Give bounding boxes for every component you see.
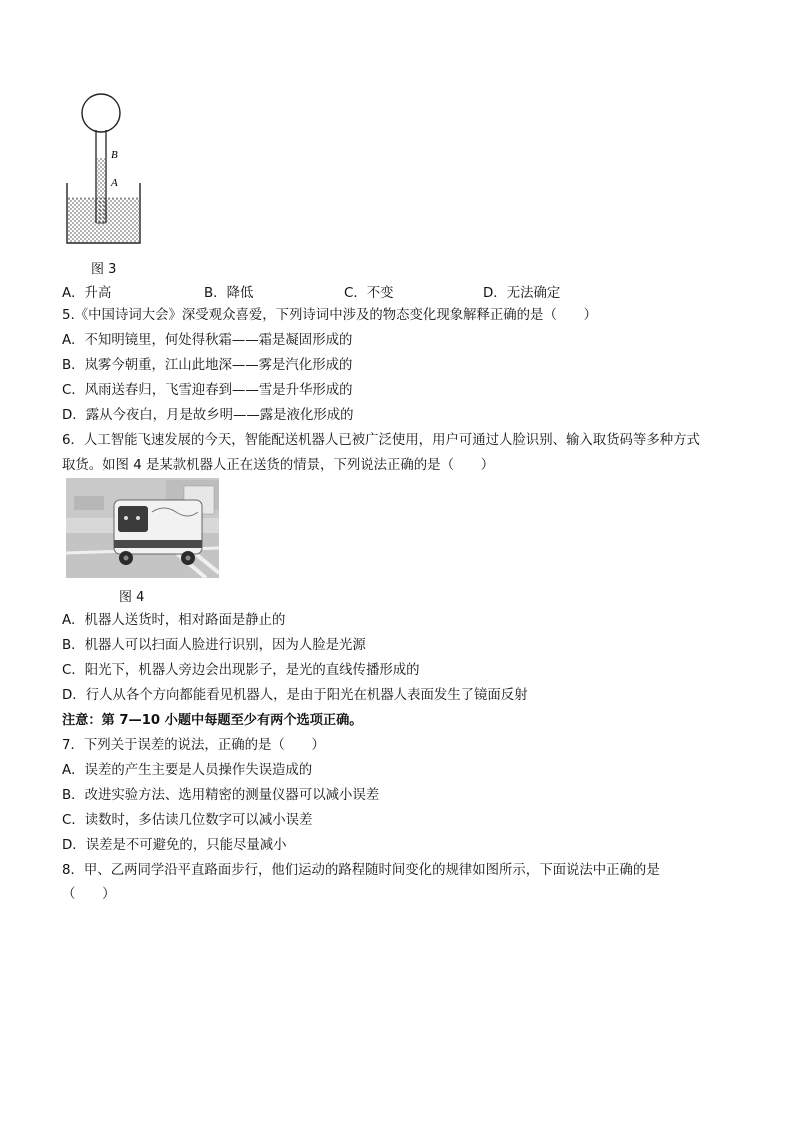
q7-option-c: C．读数时，多估读几位数字可以减小误差	[62, 813, 313, 828]
q6-stem-line2: 取货。如图 4 是某款机器人正在送货的情景，下列说法正确的是（ ）	[62, 458, 495, 473]
q8-stem-line1: 8．甲、乙两同学沿平直路面步行，他们运动的路程随时间变化的规律如图所示，下面说法中正确的是	[62, 863, 660, 878]
q6-option-a: A．机器人送货时，相对路面是静止的	[62, 613, 286, 628]
q5-option-a: A．不知明镜里，何处得秋霜——霜是凝固形成的	[62, 333, 353, 348]
q4-option-a: A．升高	[62, 286, 112, 301]
q7-option-d: D．误差是不可避免的，只能尽量减小	[62, 838, 287, 853]
q4-option-c: C．不变	[344, 286, 394, 301]
q5-option-c: C．风雨送春归，飞雪迎春到——雪是升华形成的	[62, 383, 353, 398]
figure-4-caption: 图 4	[119, 590, 145, 605]
q7-option-b: B．改进实验方法、选用精密的测量仪器可以减小误差	[62, 788, 380, 803]
q4-option-b: B．降低	[204, 286, 254, 301]
q8-stem-line2: （ ）	[62, 887, 116, 902]
q4-option-d: D．无法确定	[483, 286, 561, 301]
q6-option-d: D．行人从各个方向都能看见机器人，是由于阳光在机器人表面发生了镜面反射	[62, 688, 528, 703]
q5-option-d: D．露从今夜白，月是故乡明——露是液化形成的	[62, 408, 354, 423]
q5-option-b: B．岚雾今朝重，江山此地深——雾是汽化形成的	[62, 358, 353, 373]
q5-stem: 5.《中国诗词大会》深受观众喜爱，下列诗词中涉及的物态变化现象解释正确的是（ ）	[62, 308, 598, 323]
multi-answer-note: 注意：第 7—10 小题中每题至少有两个选项正确。	[62, 713, 363, 728]
figure-3-caption: 图 3	[91, 262, 117, 277]
q7-stem: 7．下列关于误差的说法，正确的是（ ）	[62, 738, 325, 753]
q6-stem-line1: 6．人工智能飞速发展的今天，智能配送机器人已被广泛使用，用户可通过人脸识别、输入取货码等多种方式	[62, 433, 700, 448]
q6-option-b: B．机器人可以扫面人脸进行识别，因为人脸是光源	[62, 638, 366, 653]
label-a: A	[111, 177, 118, 189]
figure-4-robot-photo	[66, 478, 219, 578]
glass-bulb	[82, 94, 120, 132]
figure-3-apparatus	[62, 88, 182, 248]
label-b: B	[111, 149, 118, 161]
q7-option-a: A．误差的产生主要是人员操作失误造成的	[62, 763, 313, 778]
q6-option-c: C．阳光下，机器人旁边会出现影子，是光的直线传播形成的	[62, 663, 420, 678]
